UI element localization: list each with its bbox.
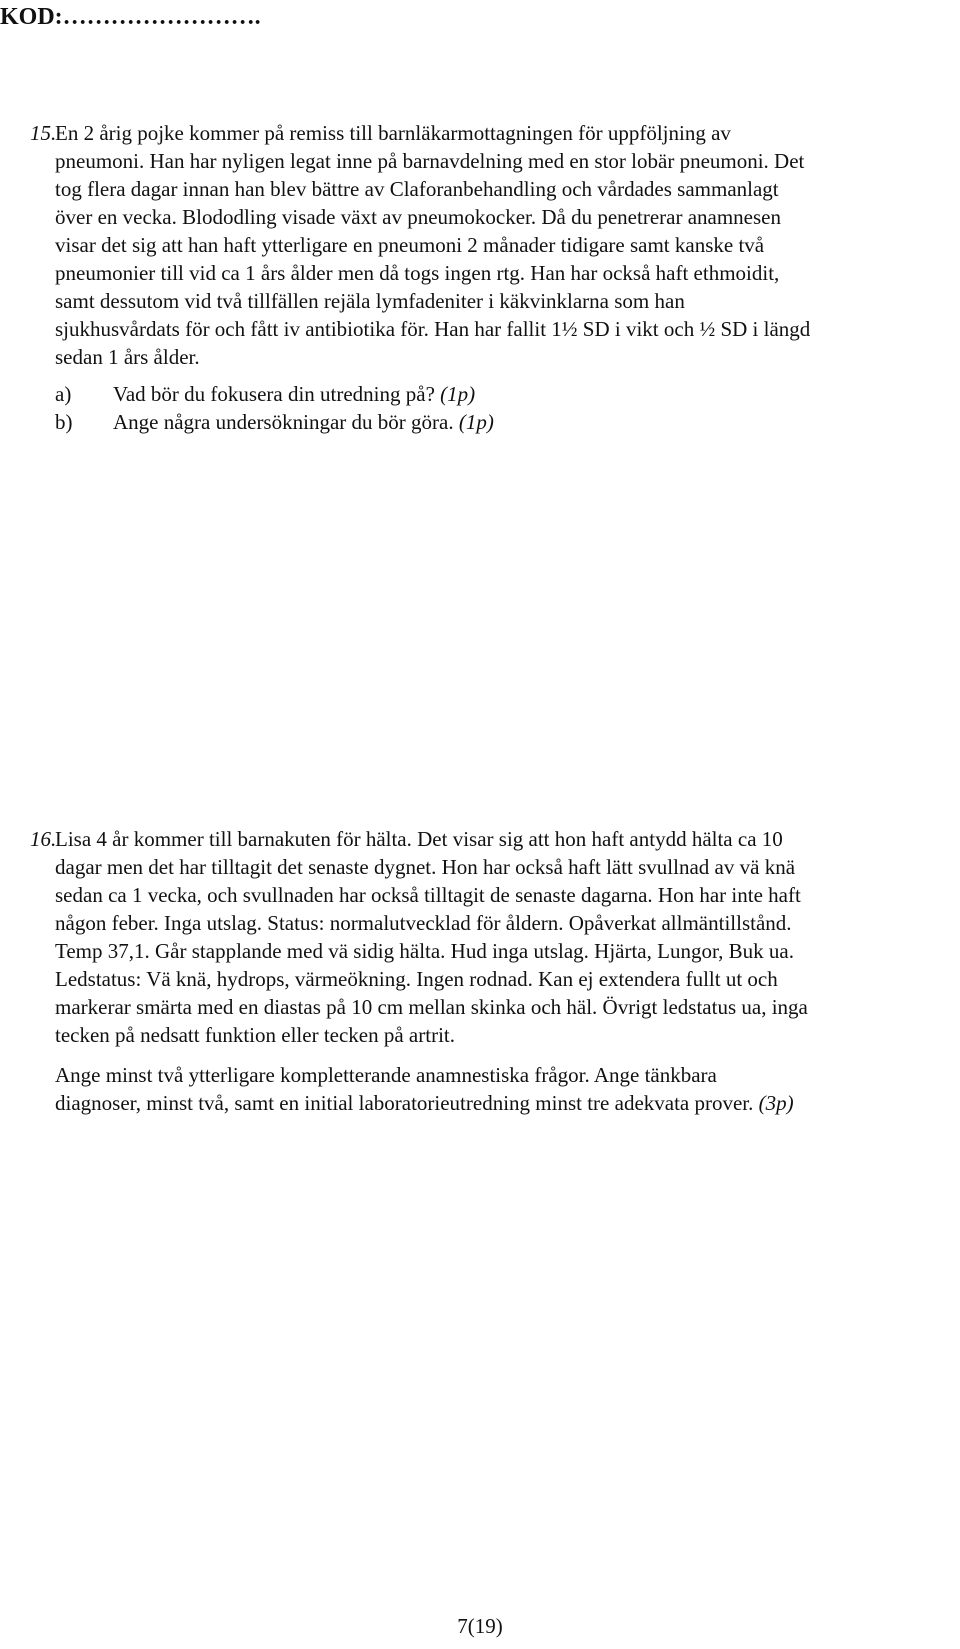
question-16-line: Temp 37,1. Går stapplande med vä sidig hälta. Hud inga utslag. Hjärta, Lungor, Buk ua. [55, 939, 794, 963]
question-15-line: över en vecka. Blododling visade växt av pneumokocker. Då du penetrerar anamnesen [55, 205, 781, 229]
question-15-line: En 2 årig pojke kommer på remiss till barnläkarmottagningen för uppföljning av [55, 121, 731, 145]
question-15-line: sjukhusvårdats för och fått iv antibiotika för. Han har fallit 1½ SD i vikt och ½ SD i längd [55, 317, 811, 341]
question-16-line: markerar smärta med en diastas på 10 cm mellan skinka och häl. Övrigt ledstatus ua, inga [55, 995, 808, 1019]
question-16-task-line: Ange minst två ytterligare kompletterande anamnestiska frågor. Ange tänkbara [55, 1063, 717, 1087]
question-16-task-text: diagnoser, minst två, samt en initial laboratorieutredning minst tre adekvata prover. [55, 1091, 759, 1115]
question-15-text [55, 119, 810, 371]
question-15-subquestion-b [55, 408, 494, 436]
question-15-line: tog flera dagar innan han blev bättre av Claforanbehandling och vårdades sammanlagt [55, 177, 779, 201]
question-16-line: någon feber. Inga utslag. Status: normalutvecklad för åldern. Opåverkat allmäntillstånd. [55, 911, 792, 935]
question-16-text [55, 825, 808, 1049]
question-16-line: sedan ca 1 vecka, och svullnaden har också tilltagit de senaste dagarna. Hon har inte haft [55, 883, 801, 907]
question-16-line: tecken på nedsatt funktion eller tecken på artrit. [55, 1023, 455, 1047]
question-16-line: Ledstatus: Vä knä, hydrops, värmeökning. Ingen rodnad. Kan ej extendera fullt ut och [55, 967, 778, 991]
kod-header: KOD:……………………. [0, 4, 261, 30]
question-15-number: 15. [30, 121, 57, 145]
subquestion-a-points: (1p) [440, 382, 476, 406]
question-15-line: sedan 1 års ålder. [55, 345, 200, 369]
question-16-task-points: (3p) [758, 1091, 794, 1115]
question-16-task [55, 1061, 794, 1117]
subquestion-b-points: (1p) [458, 410, 494, 434]
question-16-line: dagar men det har tilltagit det senaste dygnet. Hon har också haft lätt svullnad av vä knä [55, 855, 796, 879]
question-15-line: visar det sig att han haft ytterligare en pneumoni 2 månader tidigare samt kanske två [55, 233, 765, 257]
question-16-line: Lisa 4 år kommer till barnakuten för hälta. Det visar sig att hon haft antydd hälta ca 10 [55, 827, 783, 851]
subquestion-b-letter: b) [55, 410, 73, 434]
question-15-subquestion-a [55, 380, 475, 408]
subquestion-b-text: Ange några undersökningar du bör göra. [113, 410, 459, 434]
question-16-task-line [55, 1089, 794, 1117]
subquestion-a-letter: a) [55, 382, 72, 406]
question-15-line: pneumonier till vid ca 1 års ålder men då togs ingen rtg. Han har också haft ethmoidit, [55, 261, 780, 285]
question-16-number: 16. [30, 827, 57, 851]
question-15-line: samt dessutom vid två tillfällen rejäla lymfadeniter i käkvinklarna som han [55, 289, 685, 313]
question-15-line: pneumoni. Han har nyligen legat inne på barnavdelning med en stor lobär pneumoni. Det [55, 149, 805, 173]
page-number: 7(19) [457, 1614, 503, 1638]
subquestion-a-text: Vad bör du fokusera din utredning på? [113, 382, 441, 406]
